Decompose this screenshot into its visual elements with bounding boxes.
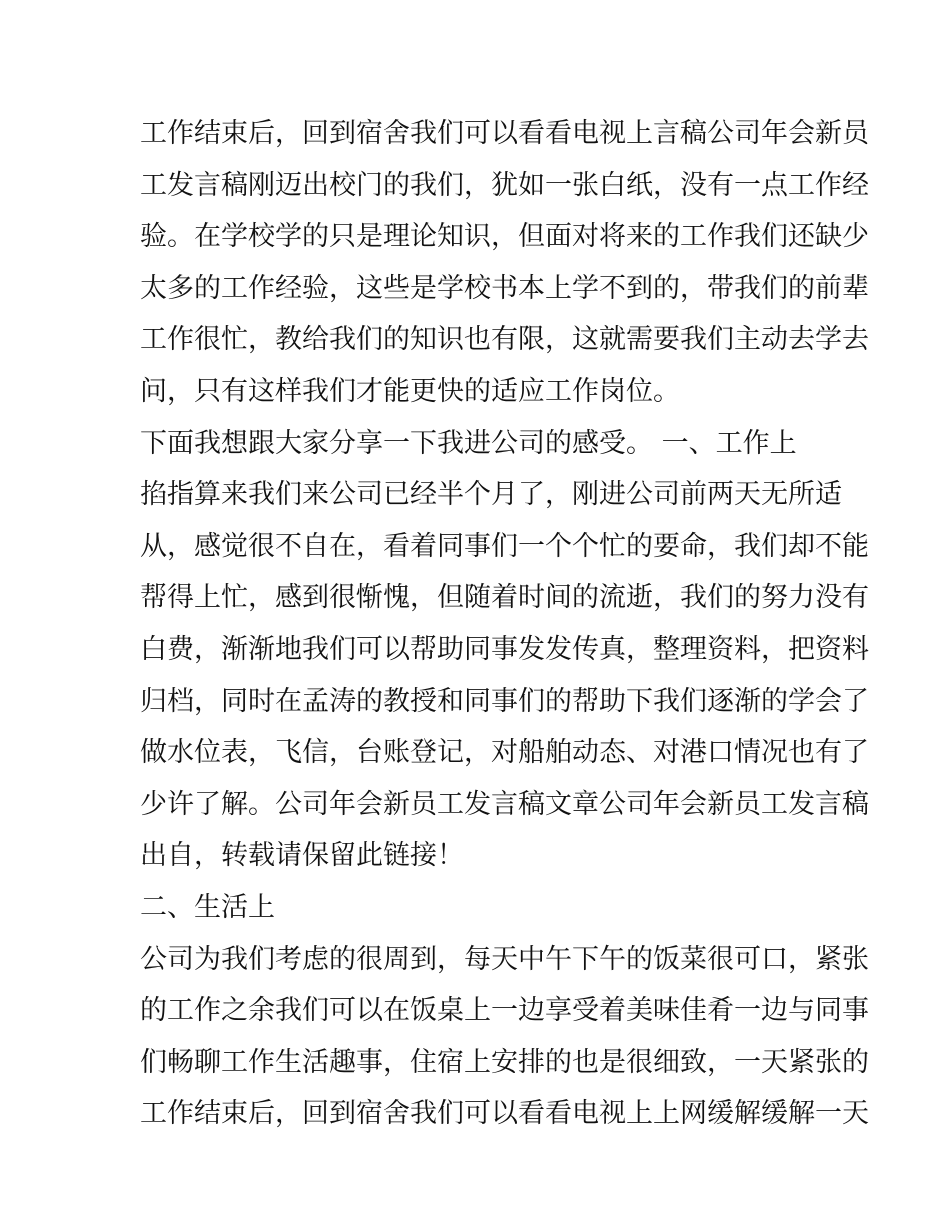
text-line: 从，感觉很不自在，看着同事们一个个忙的要命，我们却不能 [140, 530, 869, 562]
text-line: 帮得上忙，感到很惭愧，但随着时间的流逝，我们的努力没有 [140, 582, 869, 614]
text-line: 们畅聊工作生活趣事，住宿上安排的也是很细致，一天紧张的 [140, 1046, 869, 1078]
text-line: 做水位表，飞信，台账登记，对船舶动态、对港口情况也有了 [140, 737, 869, 769]
text-line: 少许了解。公司年会新员工发言稿文章公司年会新员工发言稿 [140, 788, 869, 820]
text-line: 公司为我们考虑的很周到，每天中午下午的饭菜很可口，紧张 [140, 943, 869, 975]
text-line: 工作很忙，教给我们的知识也有限，这就需要我们主动去学去 [140, 324, 869, 356]
text-line: 问，只有这样我们才能更快的适应工作岗位。 [140, 375, 680, 407]
text-line: 的工作之余我们可以在饭桌上一边享受着美味佳肴一边与同事 [140, 995, 869, 1027]
text-line: 工发言稿刚迈出校门的我们，犹如一张白纸，没有一点工作经 [140, 169, 869, 201]
text-line: 归档，同时在孟涛的教授和同事们的帮助下我们逐渐的学会了 [140, 685, 869, 717]
text-line: 出自，转载请保留此链接！ [140, 840, 464, 872]
text-line: 下面我想跟大家分享一下我进公司的感受。 一、工作上 [140, 427, 797, 459]
text-line: 白费，渐渐地我们可以帮助同事发发传真，整理资料，把资料 [140, 633, 869, 665]
text-line: 验。在学校学的只是理论知识，但面对将来的工作我们还缺少 [140, 221, 869, 253]
text-line: 太多的工作经验，这些是学校书本上学不到的，带我们的前辈 [140, 272, 869, 304]
text-line: 工作结束后，回到宿舍我们可以看看电视上上网缓解缓解一天 [140, 1098, 869, 1130]
section-heading: 二、生活上 [140, 891, 275, 923]
text-line: 掐指算来我们来公司已经半个月了，刚进公司前两天无所适 [140, 479, 842, 511]
body-text [140, 108, 869, 1140]
text-line: 工作结束后，回到宿舍我们可以看看电视上言稿公司年会新员 [140, 118, 869, 149]
